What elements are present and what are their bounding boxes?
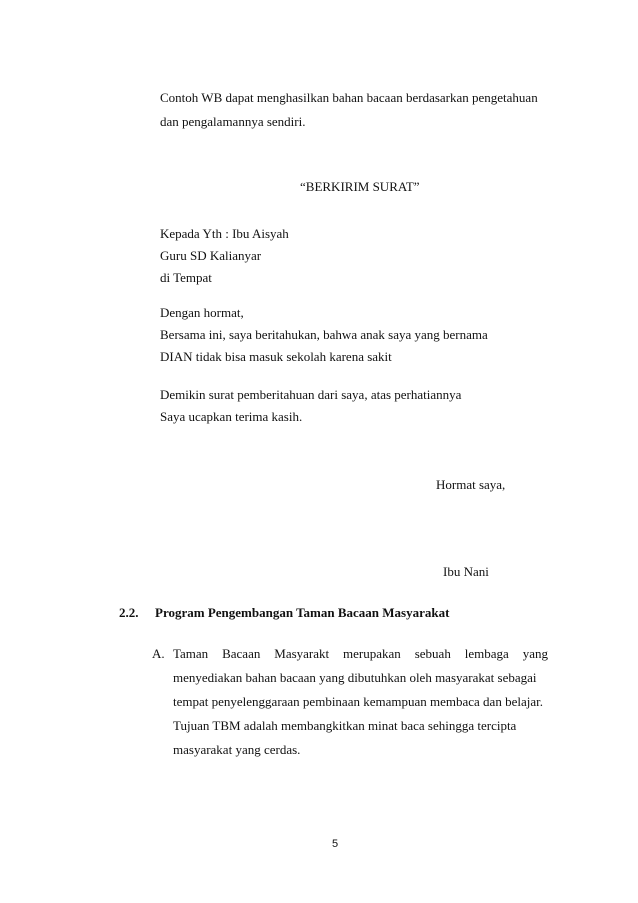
word: merupakan: [343, 646, 401, 661]
letter-address-line: Kepada Yth : Ibu Aisyah: [160, 226, 289, 241]
word: Bacaan: [222, 646, 261, 661]
item-a-line-3: tempat penyelenggaraan pembinaan kemampuan membaca dan belajar.: [173, 694, 543, 709]
item-a-line-4: Tujuan TBM adalah membangkitkan minat baca sehingga tercipta: [173, 718, 517, 733]
item-a-line-2: menyediakan bahan bacaan yang dibutuhkan oleh masyarakat sebagai: [173, 670, 537, 685]
intro-line-2: dan pengalamannya sendiri.: [160, 114, 306, 129]
letter-body-line: Dengan hormat,: [160, 305, 244, 320]
word: Masyarakt: [274, 646, 330, 661]
word: lembaga: [464, 646, 509, 661]
letter-body-line: DIAN tidak bisa masuk sekolah karena sakit: [160, 349, 392, 364]
letter-closing-line: Demikin surat pemberitahuan dari saya, atas perhatiannya: [160, 387, 462, 402]
page-number: 5: [332, 838, 339, 850]
word: Taman: [173, 646, 209, 661]
letter-address-line: di Tempat: [160, 270, 212, 285]
list-marker: A.: [152, 646, 165, 661]
word: sebuah: [414, 646, 451, 661]
section-heading: Program Pengembangan Taman Bacaan Masyarakat: [155, 605, 450, 620]
intro-line-1: Contoh WB dapat menghasilkan bahan bacaan berdasarkan pengetahuan: [160, 90, 538, 105]
letter-body-line: Bersama ini, saya beritahukan, bahwa anak saya yang bernama: [160, 327, 488, 342]
letter-salutation: Hormat saya,: [436, 477, 506, 492]
word: yang: [522, 646, 548, 661]
item-a-line-5: masyarakat yang cerdas.: [173, 742, 301, 757]
letter-closing-line: Saya ucapkan terima kasih.: [160, 409, 303, 424]
item-a-line-1: [173, 646, 548, 662]
letter-title: “BERKIRIM SURAT”: [300, 179, 420, 194]
section-number: 2.2.: [119, 605, 139, 620]
letter-signature: Ibu Nani: [443, 564, 489, 579]
letter-address-line: Guru SD Kalianyar: [160, 248, 262, 263]
